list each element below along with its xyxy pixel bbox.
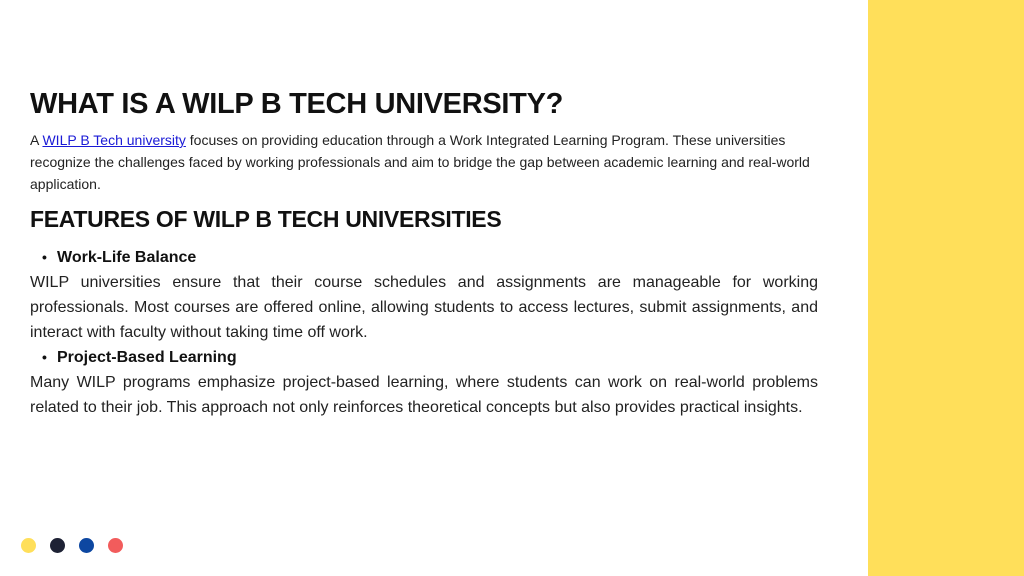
navy-dot-icon xyxy=(50,538,65,553)
bullet-icon: • xyxy=(42,349,47,365)
wilp-university-link[interactable]: WILP B Tech university xyxy=(42,132,186,148)
feature-heading-label: Project-Based Learning xyxy=(57,349,237,366)
section-title: FEATURES OF WILP B TECH UNIVERSITIES xyxy=(30,206,502,232)
decorative-dots xyxy=(21,538,123,553)
page-title: WHAT IS A WILP B TECH UNIVERSITY? xyxy=(30,88,564,120)
slide-content xyxy=(30,86,818,420)
list-item xyxy=(30,345,818,420)
intro-suffix: focuses on providing education through a Work Integrated Learning Program. These universities recognize the challenges faced by working professionals and aim to bridge the gap between academic learning and real-world application. xyxy=(30,132,810,192)
intro-paragraph xyxy=(30,129,820,195)
feature-heading xyxy=(30,245,818,270)
feature-description: Many WILP programs emphasize project-based learning, where students can work on real-world problems related to their job. This approach not only reinforces theoretical concepts but also provides practical insights. xyxy=(30,374,818,416)
list-item xyxy=(30,245,818,345)
intro-prefix: A xyxy=(30,132,43,148)
red-dot-icon xyxy=(108,538,123,553)
yellow-side-panel xyxy=(868,0,1024,576)
blue-dot-icon xyxy=(79,538,94,553)
yellow-dot-icon xyxy=(21,538,36,553)
bullet-icon: • xyxy=(42,249,47,265)
feature-description: WILP universities ensure that their course schedules and assignments are manageable for working professionals. Most courses are offered online, allowing students to access lectures, submit assignments, and interact with faculty without taking time off work. xyxy=(30,274,818,341)
feature-heading xyxy=(30,345,818,370)
feature-list xyxy=(30,245,818,420)
feature-heading-label: Work-Life Balance xyxy=(57,249,197,266)
